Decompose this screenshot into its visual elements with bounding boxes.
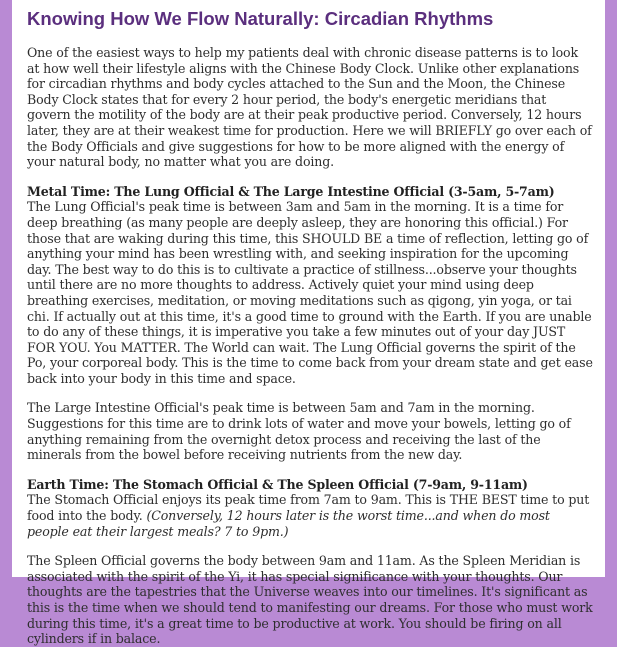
stomach-italic-note: (Conversely, 12 hours later is the worst time...and when do most people eat their largest meals? 7 to 9pm.) [27,508,550,539]
large-intestine-paragraph: The Large Intestine Official's peak time is between 5am and 7am in the morning. Suggestions for this time are to drink lots of water and move your bowels, letting go of anything remaining from the overnight detox process and receiving the last of the minerals from the bowel before receiving nutrients from the new day. [27,400,571,463]
earth-section-heading: Earth Time: The Stomach Official & The Spleen Official (7-9am, 9-11am) [27,476,528,492]
intro-paragraph: One of the easiest ways to help my patients deal with chronic disease patterns is to look at how well their lifestyle aligns with the Chinese Body Clock. Unlike other explanations for circadian rhythms and body cycles attached to the Sun and the Moon, the Chinese Body Clock states that for every 2 hour period, the body's energetic meridians that govern the motility of the body are at their peak productive period. Conversely, 12 hours later, they are at their weakest time for production. Here we will BRIEFLY go over each of the Body Officials and give suggestions for how to be more aligned with the energy of your natural body, no matter what you are doing. [27,45,592,170]
page-title: Knowing How We Flow Naturally: Circadian Rhythms [27,8,494,29]
lung-paragraph: The Lung Official's peak time is between 3am and 5am in the morning. It is a time for deep breathing (as many people are deeply asleep, they are honoring this official.) For those that are waking during this time, this SHOULD BE a time of reflection, letting go of anything your mind has been wrestling with, and seeking inspiration for the upcoming day. The best way to do this is to cultivate a practice of stillness...observe your thoughts until there are no more thoughts to address. Actively quiet your mind using deep breathing exercises, meditation, or moving meditations such as qigong, yin yoga, or tai chi. If actually out at this time, it's a good time to ground with the Earth. If you are unable to do any of these things, it is imperative you take a few minutes out of your day JUST FOR YOU. You MATTER. The World can wait. The Lung Official governs the spirit of the Po, your corporeal body. This is the time to come back from your dream state and get ease back into your body in this time and space. [27,199,593,386]
stomach-paragraph [27,492,593,539]
stomach-text: The Stomach Official enjoys its peak time from 7am to 9am. This is THE BEST time to put food into the body. [27,492,590,524]
article [12,0,605,647]
spleen-paragraph: The Spleen Official governs the body between 9am and 11am. As the Spleen Meridian is associated with the spirit of the Yi, it has special significance with your thoughts. Our thoughts are the tapestries that the Universe weaves into our timelines. It's significant as this is the time when we should tend to manifesting our dreams. For those who must work during this time, it's a great time to be productive at work. You should be firing on all cylinders if in balace. [27,553,593,647]
metal-section-heading: Metal Time: The Lung Official & The Large Intestine Official (3-5am, 5-7am) [27,183,555,199]
